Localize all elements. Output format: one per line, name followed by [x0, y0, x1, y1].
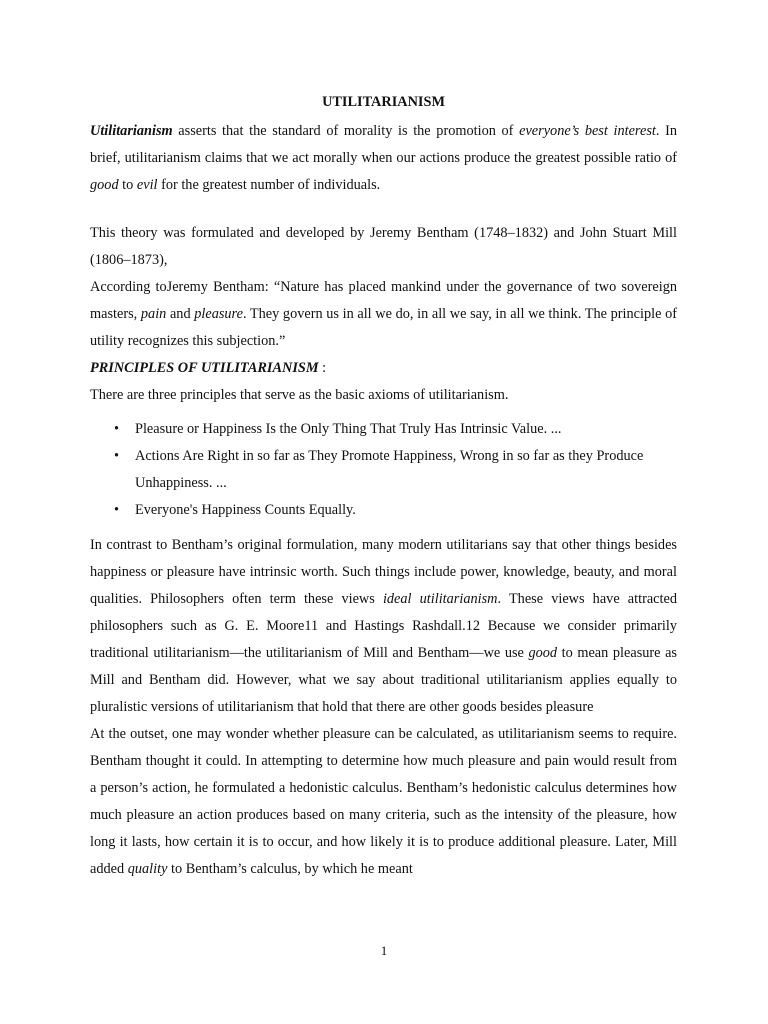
list-item	[90, 497, 677, 524]
quote-text-3: . They govern us in all we do, in all we say, in all we think. The principle of utility recognizes this subjection.”	[90, 306, 677, 349]
list-item	[90, 416, 677, 443]
list-item-text: Everyone's Happiness Counts Equally.	[135, 502, 356, 518]
quote-text-1: According toJeremy Bentham: “Nature has placed mankind under the governance of two sovereign masters,	[90, 279, 677, 322]
contrast-paragraph	[90, 532, 677, 721]
contrast-text-3: to mean pleasure as Mill and Bentham did. However, what we say about traditional utilitarianism applies equally to pluralistic versions of utilitarianism that hold that there are other goods besides pleasure	[90, 645, 678, 715]
intro-text-3: to	[118, 177, 137, 193]
principles-heading-line	[90, 355, 677, 382]
intro-emphasis-2: good	[90, 177, 119, 193]
list-item	[90, 443, 677, 497]
intro-term: Utilitarianism	[90, 123, 173, 139]
page-number: 1	[380, 943, 388, 958]
page-title: UTILITARIANISM	[322, 94, 445, 110]
principles-heading: PRINCIPLES OF UTILITARIANISM	[90, 360, 319, 376]
calculus-paragraph	[90, 721, 677, 883]
formulation-paragraph: This theory was formulated and developed by Jeremy Bentham (1748–1832) and John Stuart Mill (1806–1873),	[90, 225, 677, 268]
bullet-icon: •	[114, 421, 120, 437]
quote-emphasis-pain: pain	[140, 306, 167, 322]
intro-emphasis-1: everyone’s best interest	[519, 123, 656, 139]
page-content	[90, 92, 677, 883]
intro-text-1: asserts that the standard of morality is the promotion of	[172, 123, 520, 139]
list-item-text: Actions Are Right in so far as They Promote Happiness, Wrong in so far as they Produce Unhappiness. ...	[135, 448, 644, 491]
bullet-icon: •	[114, 448, 120, 464]
intro-paragraph	[90, 118, 677, 199]
calculus-text-2: to Bentham’s calculus, by which he meant	[167, 861, 413, 877]
quote-text-2: and	[166, 306, 195, 322]
contrast-emphasis-ideal: ideal utilitarianism	[382, 591, 498, 607]
intro-text-2: . In brief, utilitarianism claims that we act morally when our actions produce the greatest possible ratio of	[90, 123, 677, 166]
bentham-quote-paragraph	[90, 274, 677, 355]
principles-intro: There are three principles that serve as the basic axioms of utilitarianism.	[90, 387, 509, 403]
contrast-text-1: In contrast to Bentham’s original formulation, many modern utilitarians say that other things besides happiness or pleasure have intrinsic worth. Such things include power, knowledge, beauty, and moral qualities. Philosophers often term these views	[90, 537, 677, 607]
principles-heading-suffix: :	[318, 360, 327, 376]
contrast-emphasis-good: good	[528, 645, 558, 661]
calculus-emphasis-quality: quality	[127, 861, 168, 877]
quote-emphasis-pleasure: pleasure	[194, 306, 243, 322]
intro-emphasis-3: evil	[136, 177, 158, 193]
paragraph-gap	[90, 199, 677, 220]
bullet-icon: •	[114, 502, 120, 518]
intro-text-4: for the greatest number of individuals.	[157, 177, 381, 193]
principles-list	[90, 416, 677, 524]
calculus-text-1: At the outset, one may wonder whether pleasure can be calculated, as utilitarianism seems to require. Bentham thought it could. In attempting to determine how much pleasure and pain would result from a person’s action, he formulated a hedonistic calculus. Bentham’s hedonistic calculus determines how much pleasure an action produces based on many criteria, such as the intensity of the pleasure, how long it lasts, how certain it is to occur, and how likely it is to produce additional pleasure. Later, Mill added	[90, 726, 677, 877]
list-item-text: Pleasure or Happiness Is the Only Thing That Truly Has Intrinsic Value. ...	[135, 421, 562, 437]
contrast-text-2: . These views have attracted philosophers such as G. E. Moore11 and Hastings Rashdall.12 Because we consider primarily traditional utilitarianism—the utilitarianism of Mill and Bentham—we use	[90, 591, 677, 661]
